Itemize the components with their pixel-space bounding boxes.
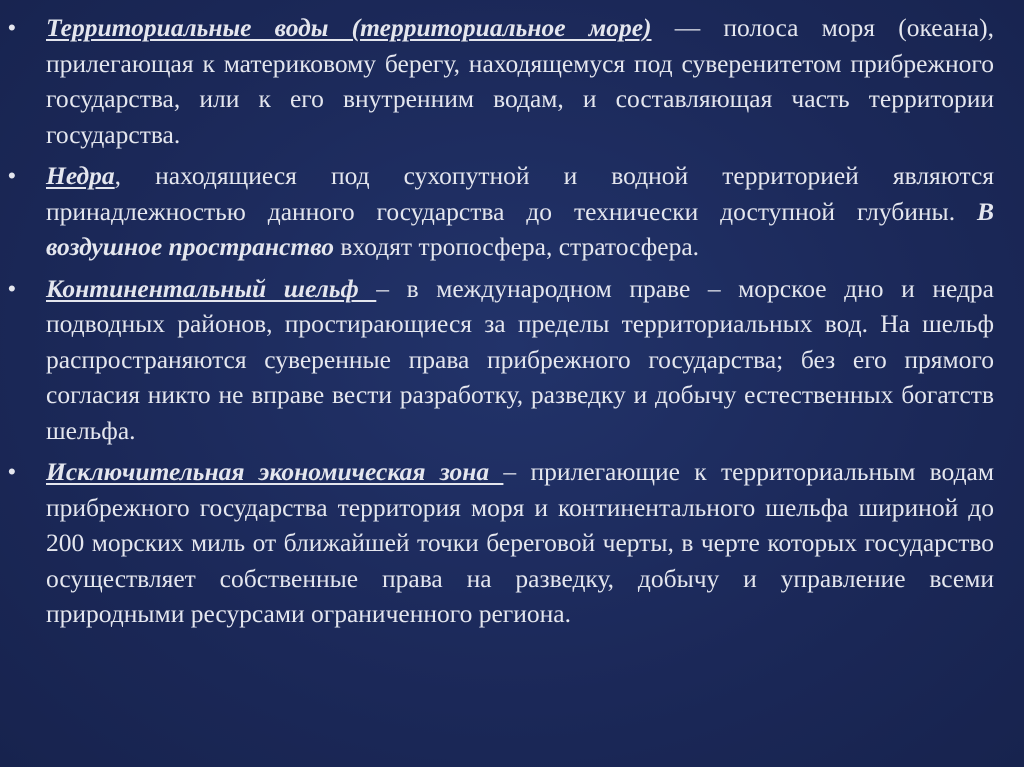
definition-text: входят тропосфера, стратосфера. xyxy=(334,232,700,261)
bullet-icon: • xyxy=(8,275,16,301)
term-continental-shelf: Континентальный шельф xyxy=(46,273,377,303)
definition-text: – в международном праве – морское дно и недра подводных районов, простирающиеся за пределы территориальных вод. На шельф распространяются суверенные права прибрежного государства; без его прямого согласия никто не вправе вести разработку, разведку и добычу естественных богатств шельфа. xyxy=(46,273,994,445)
term-airspace: В воздушное пространство xyxy=(46,196,994,261)
bullet-exclusive-economic-zone xyxy=(0,454,994,632)
term-exclusive-economic-zone: Исключительная экономическая зона xyxy=(46,457,504,486)
definition-text: – прилегающие к территориальным водам прибрежного государства территория моря и континентального шельфа шириной до 200 морских миль от ближайшей точки береговой черты, в черте которых государство осуществляет собственные права на разведку, добычу и управление всеми природными ресурсами ограниченного региона. xyxy=(46,457,994,628)
bullet-territorial-waters xyxy=(0,10,994,152)
bullet-list xyxy=(0,10,994,632)
definition-text: , находящиеся под сухопутной и водной территорией являются принадлежностью данного государства до технически доступной глубины. xyxy=(46,161,994,226)
bullet-icon: • xyxy=(8,163,16,188)
bullet-continental-shelf xyxy=(0,271,994,449)
bullet-subsoil xyxy=(0,158,994,265)
term-territorial-waters: Территориальные воды (территориальное море) xyxy=(46,13,652,42)
bullet-icon: • xyxy=(8,15,16,40)
term-subsoil: Недра xyxy=(46,161,115,190)
definition-text: — полоса моря (океана), прилегающая к материковому берегу, находящемуся под суверенитетом прибрежного государства, или к его внутренним водам, и составляющая часть территории государства. xyxy=(46,13,994,149)
bullet-icon: • xyxy=(8,459,16,484)
